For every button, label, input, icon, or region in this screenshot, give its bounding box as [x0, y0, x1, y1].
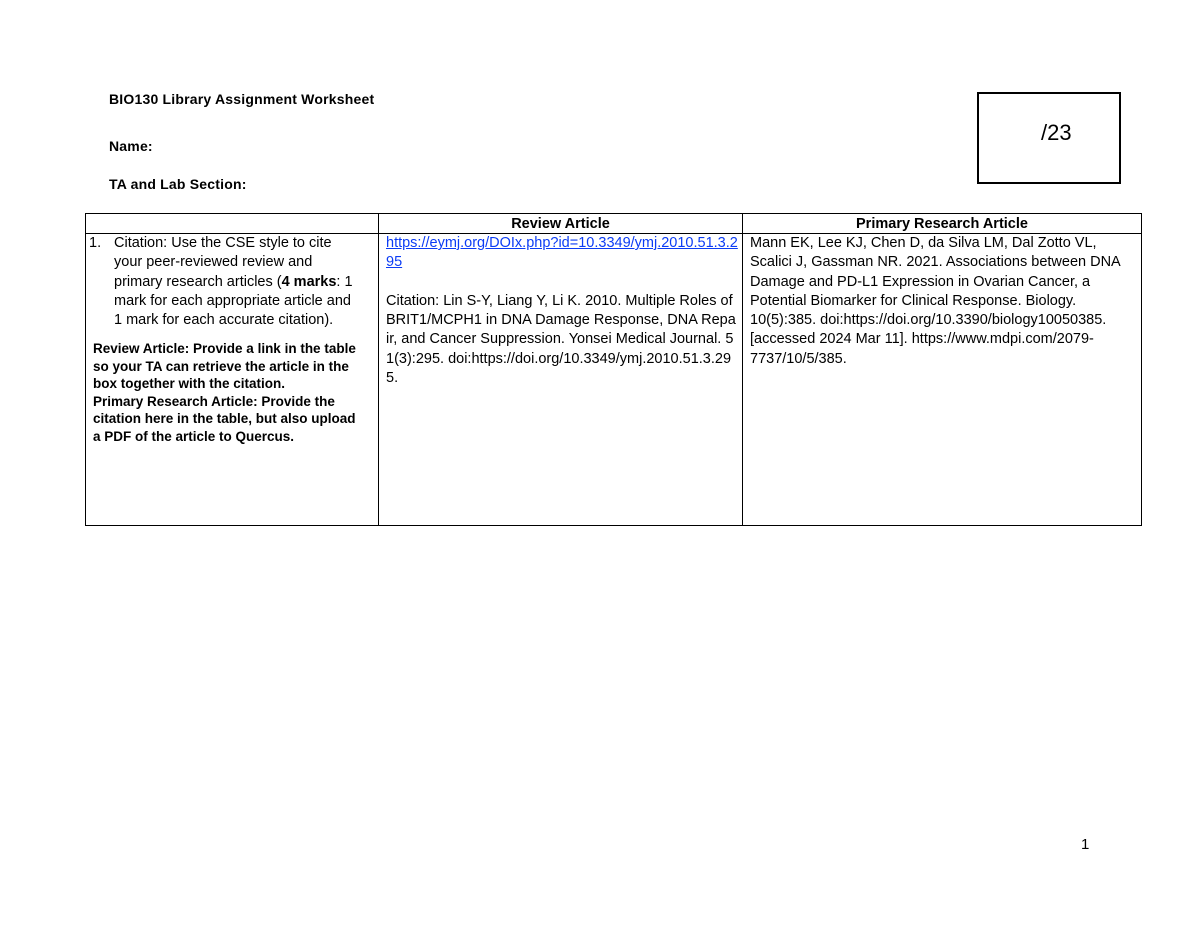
primary-article-citation: Mann EK, Lee KJ, Chen D, da Silva LM, Dal Zotto VL, Scalici J, Gassman NR. 2021. Associations between DNA Damage and PD-L1 Expression in Ovarian Cancer, a Potential Biomarker for Clinical Response. Biology. 10(5):385. doi:https://doi.org/10.3390/biology10050385. [accessed 2024 Mar 11]. https://www.mdpi.com/2079-7737/10/5/385. [750, 235, 1120, 367]
page-title: BIO130 Library Assignment Worksheet [109, 91, 375, 107]
table-row [86, 234, 1142, 526]
primary-instruction: Primary Research Article: Provide the citation here in the table, but also upload a PDF of the article to Quercus. [93, 393, 356, 444]
review-article-link[interactable]: https://eymj.org/DOIx.php?id=10.3349/ymj.2010.51.3.295 [386, 235, 738, 271]
ta-section-label: TA and Lab Section: [109, 176, 247, 192]
question-number: 1. [89, 235, 102, 251]
assignment-table [85, 213, 1142, 526]
review-instruction: Review Article: Provide a link in the table so your TA can retrieve the article in the box together with the citation. [93, 341, 356, 392]
name-label: Name: [109, 138, 153, 154]
question-text-start: Citation: Use the CSE style to cite your peer-reviewed review and primary research articles ( [114, 235, 332, 290]
score-box [977, 92, 1121, 184]
page-number: 1 [1081, 836, 1090, 853]
question-cell [86, 234, 379, 526]
table-header-row [86, 214, 1142, 234]
question-marks: 4 marks [281, 273, 337, 290]
review-article-cell[interactable] [379, 234, 743, 526]
column-header-primary: Primary Research Article [743, 214, 1142, 234]
question-text-end: : 1 mark for each appropriate article and 1 mark for each accurate citation). [114, 273, 353, 329]
column-header-review: Review Article [379, 214, 743, 234]
review-article-citation: Citation: Lin S-Y, Liang Y, Li K. 2010. Multiple Roles of BRIT1/MCPH1 in DNA Damage Response, DNA Repair, and Cancer Suppression. Yonsei Medical Journal. 51(3):295. doi:https://doi.org/10.3349/ymj.2010.51.3.295. [386, 292, 736, 387]
question-text [114, 234, 378, 330]
column-header-blank [86, 214, 379, 234]
primary-article-cell[interactable] [743, 234, 1142, 526]
instructions [86, 340, 378, 445]
score-total: /23 [1041, 120, 1072, 145]
